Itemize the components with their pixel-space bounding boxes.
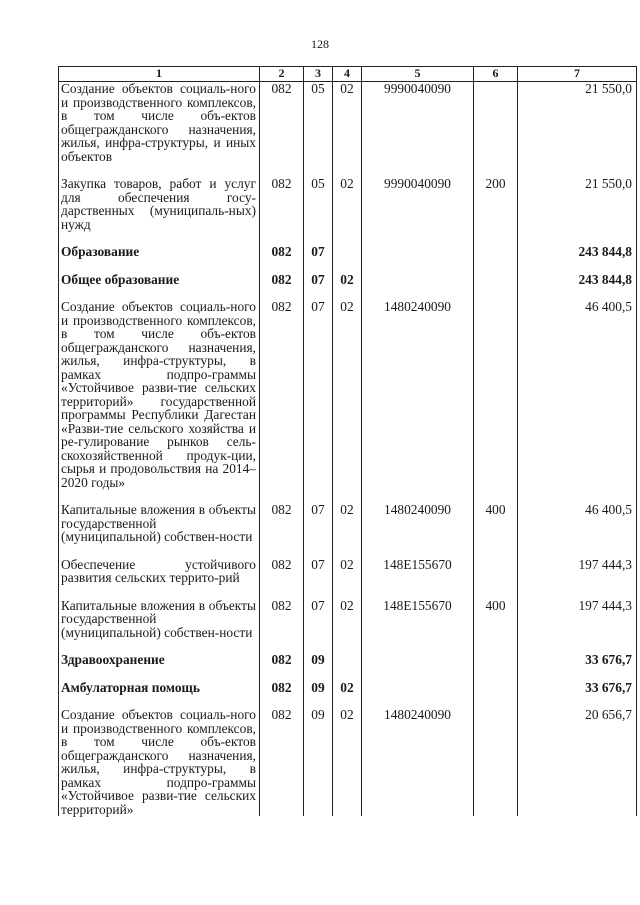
spacer-cell <box>304 639 333 653</box>
cell-gr: 082 <box>260 503 304 544</box>
spacer-cell <box>333 489 362 503</box>
spacer-cell <box>59 667 260 681</box>
cell-vr <box>474 681 518 695</box>
spacer-cell <box>474 259 518 273</box>
spacer-cell <box>474 163 518 177</box>
cell-cs <box>362 653 474 667</box>
cell-cs: 148E155670 <box>362 558 474 585</box>
spacer-cell <box>260 231 304 245</box>
spacer-cell <box>474 544 518 558</box>
spacer-cell <box>518 639 637 653</box>
cell-vr <box>474 558 518 585</box>
cell-gr: 082 <box>260 681 304 695</box>
cell-vr <box>474 273 518 287</box>
cell-name: Создание объектов социаль-ного и производственного комплексов, в том числе объ-ектов общегражданского назначения, жилья, инфра-структуры, в рамках подпро-граммы «Устойчивое разви-тие сельских территорий» <box>59 708 260 816</box>
cell-pr: 02 <box>333 503 362 544</box>
spacer-cell <box>362 489 474 503</box>
cell-name: Образование <box>59 245 260 259</box>
cell-gr: 082 <box>260 599 304 640</box>
cell-vr <box>474 708 518 816</box>
row-spacer <box>59 231 637 245</box>
spacer-cell <box>474 585 518 599</box>
cell-rz: 07 <box>304 599 333 640</box>
cell-rz: 07 <box>304 503 333 544</box>
spacer-cell <box>362 259 474 273</box>
spacer-cell <box>304 694 333 708</box>
cell-gr: 082 <box>260 653 304 667</box>
spacer-cell <box>260 259 304 273</box>
cell-sum: 197 444,3 <box>518 558 637 585</box>
table-row <box>59 681 637 695</box>
cell-rz: 05 <box>304 82 333 164</box>
spacer-cell <box>518 231 637 245</box>
cell-sum: 46 400,5 <box>518 300 637 489</box>
spacer-cell <box>518 667 637 681</box>
spacer-cell <box>333 639 362 653</box>
cell-gr: 082 <box>260 558 304 585</box>
cell-vr: 200 <box>474 177 518 231</box>
cell-rz: 05 <box>304 177 333 231</box>
cell-cs <box>362 245 474 259</box>
spacer-cell <box>518 585 637 599</box>
table-row <box>59 300 637 489</box>
cell-sum: 33 676,7 <box>518 653 637 667</box>
spacer-cell <box>362 585 474 599</box>
spacer-cell <box>362 231 474 245</box>
spacer-cell <box>333 259 362 273</box>
spacer-cell <box>59 231 260 245</box>
cell-pr: 02 <box>333 177 362 231</box>
spacer-cell <box>304 231 333 245</box>
cell-pr: 02 <box>333 681 362 695</box>
cell-pr: 02 <box>333 273 362 287</box>
spacer-cell <box>59 639 260 653</box>
cell-sum: 21 550,0 <box>518 177 637 231</box>
column-header-6: 6 <box>474 67 518 82</box>
column-header-7: 7 <box>518 67 637 82</box>
spacer-cell <box>59 585 260 599</box>
column-header-3: 3 <box>304 67 333 82</box>
cell-gr: 082 <box>260 708 304 816</box>
spacer-cell <box>474 286 518 300</box>
cell-name: Закупка товаров, работ и услуг для обеспечения госу-дарственных (муниципаль-ных) нужд <box>59 177 260 231</box>
cell-cs: 148E155670 <box>362 599 474 640</box>
spacer-cell <box>333 163 362 177</box>
spacer-cell <box>362 639 474 653</box>
spacer-cell <box>260 639 304 653</box>
cell-sum: 243 844,8 <box>518 273 637 287</box>
cell-gr: 082 <box>260 245 304 259</box>
spacer-cell <box>304 489 333 503</box>
cell-sum: 197 444,3 <box>518 599 637 640</box>
spacer-cell <box>474 231 518 245</box>
cell-pr: 02 <box>333 708 362 816</box>
spacer-cell <box>59 163 260 177</box>
cell-vr <box>474 82 518 164</box>
cell-pr: 02 <box>333 82 362 164</box>
row-spacer <box>59 163 637 177</box>
spacer-cell <box>333 544 362 558</box>
row-spacer <box>59 585 637 599</box>
cell-sum: 243 844,8 <box>518 245 637 259</box>
spacer-cell <box>260 286 304 300</box>
spacer-cell <box>260 489 304 503</box>
cell-sum: 46 400,5 <box>518 503 637 544</box>
spacer-cell <box>59 489 260 503</box>
cell-cs: 9990040090 <box>362 82 474 164</box>
cell-cs: 9990040090 <box>362 177 474 231</box>
cell-gr: 082 <box>260 273 304 287</box>
spacer-cell <box>518 544 637 558</box>
cell-cs: 1480240090 <box>362 503 474 544</box>
cell-name: Создание объектов социаль-ного и производственного комплексов, в том числе объ-ектов общегражданского назначения, жилья, инфра-структуры, и иных объектов <box>59 82 260 164</box>
cell-sum: 33 676,7 <box>518 681 637 695</box>
spacer-cell <box>333 585 362 599</box>
cell-gr: 082 <box>260 177 304 231</box>
spacer-cell <box>304 667 333 681</box>
cell-pr <box>333 653 362 667</box>
row-spacer <box>59 639 637 653</box>
cell-sum: 20 656,7 <box>518 708 637 816</box>
cell-name: Здравоохранение <box>59 653 260 667</box>
spacer-cell <box>304 585 333 599</box>
spacer-cell <box>260 694 304 708</box>
row-spacer <box>59 544 637 558</box>
spacer-cell <box>304 259 333 273</box>
spacer-cell <box>474 667 518 681</box>
cell-cs <box>362 273 474 287</box>
table-row <box>59 599 637 640</box>
row-spacer <box>59 286 637 300</box>
header-row <box>59 67 637 82</box>
cell-vr <box>474 300 518 489</box>
cell-vr: 400 <box>474 503 518 544</box>
spacer-cell <box>518 259 637 273</box>
cell-rz: 07 <box>304 300 333 489</box>
column-header-4: 4 <box>333 67 362 82</box>
cell-cs: 1480240090 <box>362 300 474 489</box>
spacer-cell <box>260 163 304 177</box>
table-row <box>59 177 637 231</box>
spacer-cell <box>518 694 637 708</box>
cell-gr: 082 <box>260 300 304 489</box>
cell-cs: 1480240090 <box>362 708 474 816</box>
spacer-cell <box>474 489 518 503</box>
spacer-cell <box>304 286 333 300</box>
spacer-cell <box>304 163 333 177</box>
cell-pr: 02 <box>333 599 362 640</box>
cell-name: Общее образование <box>59 273 260 287</box>
spacer-cell <box>260 667 304 681</box>
page-number: 128 <box>311 37 329 51</box>
spacer-cell <box>59 544 260 558</box>
cell-rz: 07 <box>304 273 333 287</box>
spacer-cell <box>59 286 260 300</box>
table-row <box>59 273 637 287</box>
cell-rz: 09 <box>304 681 333 695</box>
cell-gr: 082 <box>260 82 304 164</box>
spacer-cell <box>59 259 260 273</box>
spacer-cell <box>59 694 260 708</box>
table-row <box>59 708 637 816</box>
cell-name: Капитальные вложения в объекты государственной (муниципальной) собствен-ности <box>59 503 260 544</box>
spacer-cell <box>362 286 474 300</box>
spacer-cell <box>518 163 637 177</box>
spacer-cell <box>518 286 637 300</box>
spacer-cell <box>474 639 518 653</box>
cell-sum: 21 550,0 <box>518 82 637 164</box>
cell-rz: 09 <box>304 708 333 816</box>
cell-rz: 09 <box>304 653 333 667</box>
column-header-1: 1 <box>59 67 260 82</box>
table-row <box>59 245 637 259</box>
spacer-cell <box>474 694 518 708</box>
cell-name: Создание объектов социаль-ного и производственного комплексов, в том числе объ-ектов общегражданского назначения, жилья, инфра-структуры, в рамках подпро-граммы «Устойчивое разви-тие сельских территорий» государственной программы Республики Дагестан «Разви-тие сельского хозяйства и ре-гулирование рынков сель-скохозяйственной продук-ции, сырья и продовольствия на 2014–2020 годы» <box>59 300 260 489</box>
spacer-cell <box>518 489 637 503</box>
spacer-cell <box>362 163 474 177</box>
cell-name: Капитальные вложения в объекты государственной (муниципальной) собствен-ности <box>59 599 260 640</box>
cell-pr <box>333 245 362 259</box>
spacer-cell <box>362 667 474 681</box>
spacer-cell <box>333 286 362 300</box>
spacer-cell <box>333 694 362 708</box>
cell-pr: 02 <box>333 300 362 489</box>
column-header-2: 2 <box>260 67 304 82</box>
row-spacer <box>59 259 637 273</box>
cell-rz: 07 <box>304 558 333 585</box>
cell-name: Обеспечение устойчивого развития сельских террито-рий <box>59 558 260 585</box>
table-row <box>59 82 637 164</box>
cell-vr <box>474 653 518 667</box>
table-row <box>59 558 637 585</box>
cell-cs <box>362 681 474 695</box>
table-row <box>59 653 637 667</box>
row-spacer <box>59 694 637 708</box>
cell-vr <box>474 245 518 259</box>
cell-rz: 07 <box>304 245 333 259</box>
spacer-cell <box>362 694 474 708</box>
column-header-5: 5 <box>362 67 474 82</box>
spacer-cell <box>260 544 304 558</box>
cell-pr: 02 <box>333 558 362 585</box>
spacer-cell <box>362 544 474 558</box>
spacer-cell <box>333 231 362 245</box>
spacer-cell <box>304 544 333 558</box>
table-row <box>59 503 637 544</box>
spacer-cell <box>260 585 304 599</box>
row-spacer <box>59 489 637 503</box>
spacer-cell <box>333 667 362 681</box>
cell-vr: 400 <box>474 599 518 640</box>
row-spacer <box>59 667 637 681</box>
cell-name: Амбулаторная помощь <box>59 681 260 695</box>
budget-table <box>58 66 637 816</box>
